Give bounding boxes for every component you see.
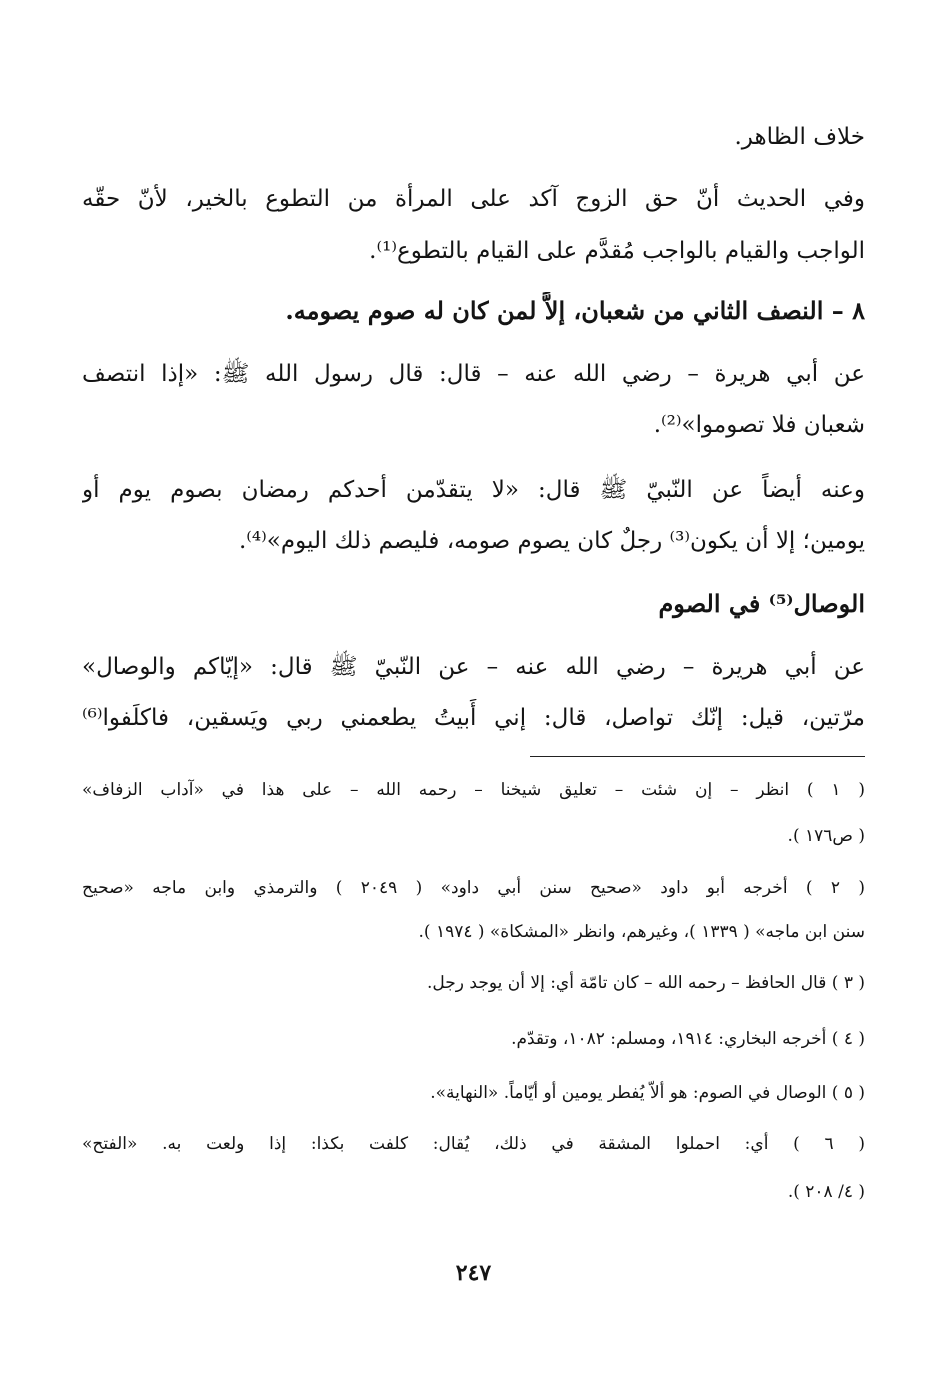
footnote-line: سنن ابن ماجه» ( ١٣٣٩ )، وغيرهم، وانظر «المشكاة» ( ١٩٧٤ ). xyxy=(418,922,865,942)
body-line: وعنه أيضاً عن النّبيّ ﷺ قال: «لا يتقدّمن أحدكم رمضان بصوم يوم أو xyxy=(82,477,865,503)
footnote-line: ( ٤ ) أخرجه البخاري: ١٩١٤، ومسلم: ١٠٨٢، وتقدّم. xyxy=(511,1029,865,1049)
footnote-line: ( ٣ ) قال الحافظ – رحمه الله – كان تامّة أي: إلا أن يوجد رجل. xyxy=(427,973,865,993)
body-line: الواجب والقيام بالواجب مُقدَّم على القيام بالتطوع⁽¹⁾. xyxy=(369,238,865,264)
page-number: ٢٤٧ xyxy=(455,1260,492,1286)
footnote-line: ( ٥ ) الوصال في الصوم: هو ألاّ يُفطر يومين أو أيّاماً. «النهاية». xyxy=(430,1083,865,1103)
body-line: عن أبي هريرة – رضي الله عنه – عن النّبيّ ﷺ قال: «إيّاكم والوصال» xyxy=(82,654,865,680)
section-heading-8: ٨ – النصف الثاني من شعبان، إلاَّ لمن كان له صوم يصومه. xyxy=(285,296,865,325)
footnote-separator xyxy=(530,756,865,757)
footnote-line: ( ص١٧٦ ). xyxy=(787,826,865,846)
footnote-line: ( ١ ) انظر – إن شئت – تعليق شيخنا – رحمه الله – على هذا في «آداب الزفاف» xyxy=(82,780,865,800)
body-line: عن أبي هريرة – رضي الله عنه – قال: قال رسول الله ﷺ: «إذا انتصف xyxy=(82,361,865,387)
body-line: مرّتين، قيل: إنّك تواصل، قال: إني أَبيتُ يطعمني ربي ويَسقين، فاكلَفوا⁽⁶⁾ xyxy=(82,705,865,731)
footnote-line: ( ٢ ) أخرجه أبو داود «صحيح سنن أبي داود» ( ٢٠٤٩ ) والترمذي وابن ماجه «صحيح xyxy=(82,878,865,898)
section-heading-wisal: الوصال⁽⁵⁾ في الصوم xyxy=(658,589,865,618)
body-line: يومين؛ إلا أن يكون⁽³⁾ رجلٌ كان يصوم صومه، فليصم ذلك اليوم»⁽⁴⁾. xyxy=(238,528,865,554)
body-line: وفي الحديث أنّ حق الزوج آكد على المرأة من التطوع بالخير، لأنّ حقّه xyxy=(82,186,865,212)
body-line: خلاف الظاهر. xyxy=(734,124,865,150)
body-line: شعبان فلا تصوموا»⁽²⁾. xyxy=(653,412,865,438)
footnote-line: ( ٦ ) أي: احملوا المشقة في ذلك، يُقال: كلفت بكذا: إذا ولعت به. «الفتح» xyxy=(82,1134,865,1154)
footnote-line: ( ٤/ ٢٠٨ ). xyxy=(787,1182,865,1202)
